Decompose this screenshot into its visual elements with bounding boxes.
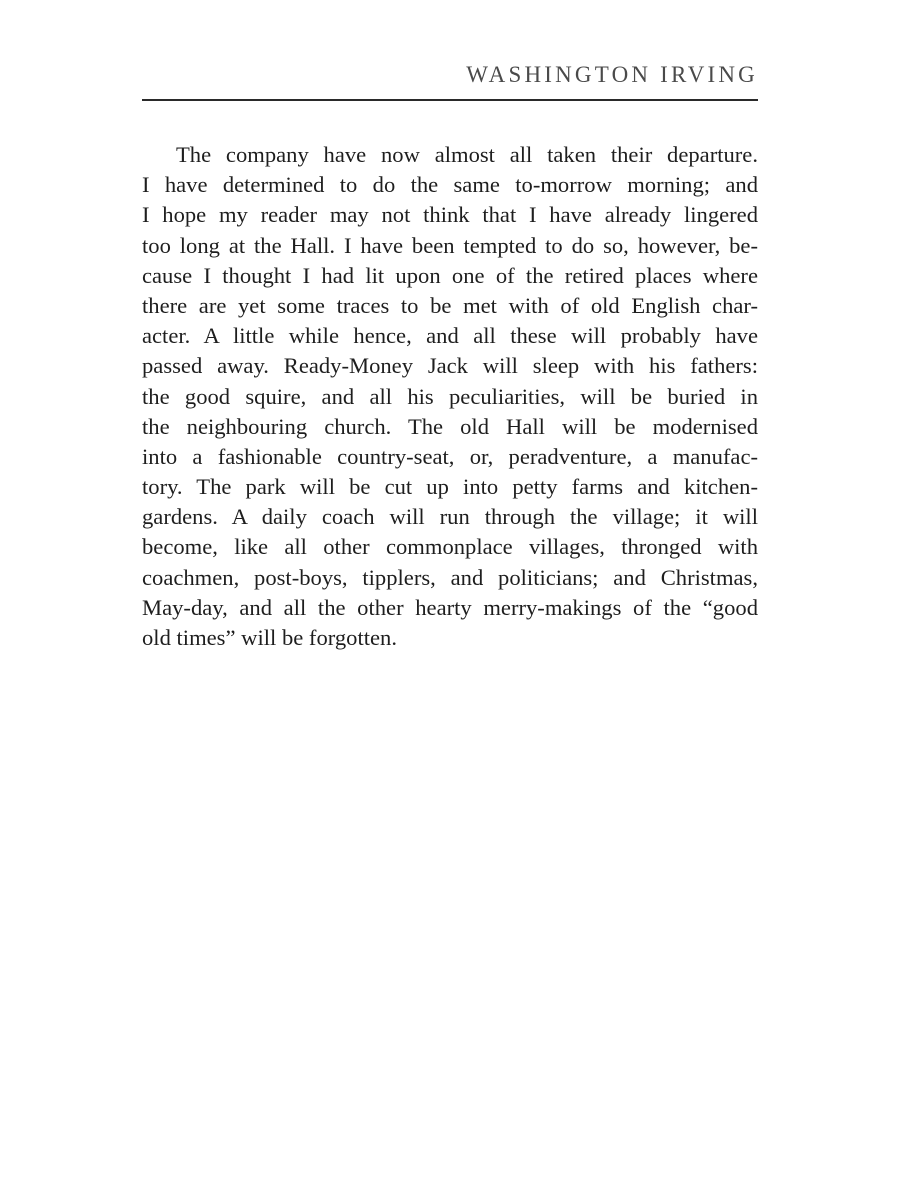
paragraph-line: passed away. Ready-Money Jack will sleep with his fathers: [142,353,758,379]
paragraph-line: May-day, and all the other hearty merry-makings of the “good [142,594,758,620]
paragraph-line: gardens. A daily coach will run through the village; it will [142,504,758,530]
paragraph-line: cause I thought I had lit upon one of the retired places where [142,262,758,288]
header-rule [142,99,758,101]
paragraph-line: old times” will be forgotten. [142,625,397,650]
paragraph-line: become, like all other commonplace villages, thronged with [142,534,758,560]
paragraph-line: the neighbouring church. The old Hall will be modernised [142,413,758,439]
body-paragraph [142,140,758,653]
running-head-author: WASHINGTON IRVING [466,62,758,87]
paragraph-line: I hope my reader may not think that I have already lingered [142,202,758,228]
paragraph-line: too long at the Hall. I have been tempted to do so, however, be- [142,232,758,258]
paragraph-line: into a fashionable country-seat, or, peradventure, a manufac- [142,443,758,469]
paragraph-line: tory. The park will be cut up into petty farms and kitchen- [142,474,758,500]
paragraph-line: coachmen, post-boys, tipplers, and politicians; and Christmas, [142,564,758,590]
paragraph-line: there are yet some traces to be met with of old English char- [142,292,758,318]
paragraph-line: The company have now almost all taken their departure. [176,142,758,167]
paragraph-line: acter. A little while hence, and all these will probably have [142,323,758,349]
paragraph-line: the good squire, and all his peculiarities, will be buried in [142,383,758,409]
paragraph-line: I have determined to do the same to-morrow morning; and [142,172,758,198]
